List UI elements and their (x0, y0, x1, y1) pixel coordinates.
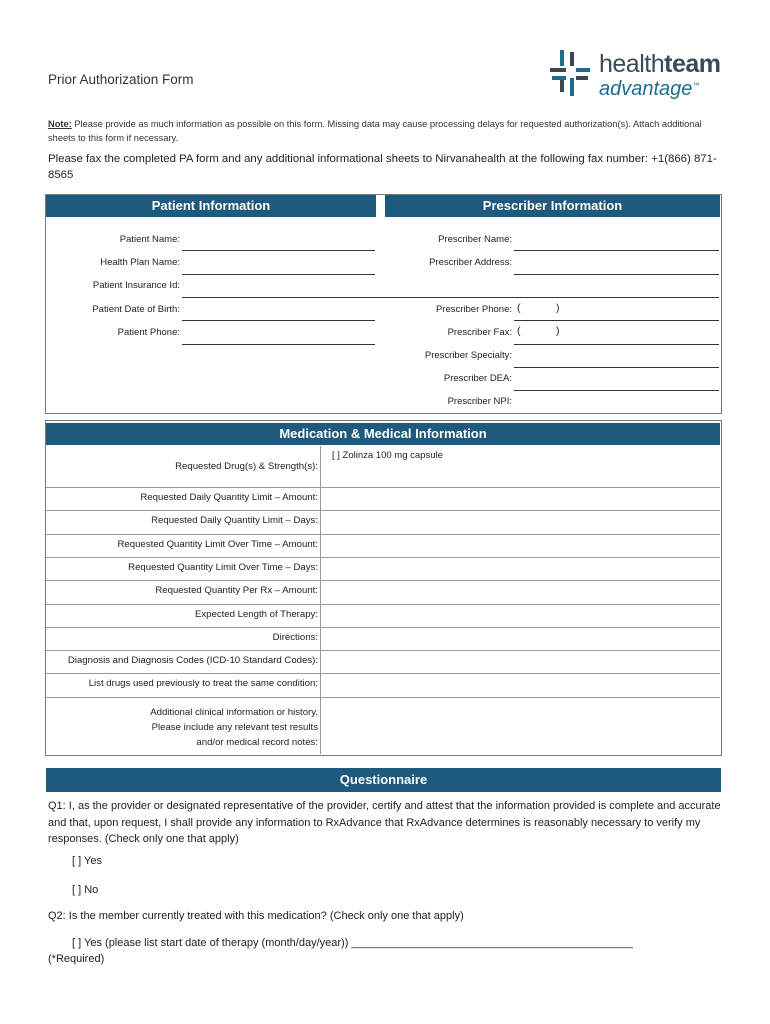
medication-column-divider (320, 446, 321, 754)
logo-cross-icon (550, 50, 594, 100)
question-1-yes-option[interactable]: [ ] Yes (72, 855, 102, 867)
quantity-over-time-days-field[interactable] (322, 558, 718, 579)
fax-instructions: Please fax the completed PA form and any additional informational sheets to Nirvanahealth at the following fax number: +1(866) 871-8565 (48, 153, 717, 181)
question-2-required-note: (*Required) (48, 953, 105, 965)
quantity-per-rx-amount-label: Requested Quantity Per Rx – Amount: (155, 585, 318, 597)
prescriber-specialty-field[interactable] (514, 367, 719, 368)
quantity-over-time-amount-label: Requested Quantity Limit Over Time – Amount: (117, 538, 318, 550)
note-text: Note: Please provide as much information as possible on this form. Missing data may cause processing delays for requested authorization(s). Attach additional sheets to this form if necessary. (48, 119, 702, 143)
question-1-no-option[interactable]: [ ] No (72, 884, 99, 896)
patient-name-field[interactable] (182, 250, 375, 251)
quantity-over-time-amount-field[interactable] (322, 535, 718, 556)
prescriber-phone-paren-close: ) (556, 302, 560, 314)
prescriber-phone-field[interactable] (514, 320, 719, 321)
daily-quantity-amount-label: Requested Daily Quantity Limit – Amount: (140, 492, 318, 503)
healthteam-advantage-logo (550, 48, 730, 104)
expected-length-of-therapy-label: Expected Length of Therapy: (194, 608, 318, 620)
medication-header: Medication & Medical Information (46, 423, 720, 445)
daily-quantity-days-field[interactable] (322, 511, 718, 532)
previous-drugs-field[interactable] (322, 674, 718, 695)
daily-quantity-days-label: Requested Daily Quantity Limit – Days: (151, 515, 318, 527)
prescriber-address-field[interactable] (514, 274, 719, 275)
clinical-info-field[interactable] (322, 698, 718, 752)
prescriber-fax-label: Prescriber Fax: (447, 327, 512, 338)
requested-drug-label: Requested Drug(s) & Strength(s): (175, 461, 318, 472)
patient-phone-label: Patient Phone: (117, 327, 180, 338)
patient-information-header: Patient Information (46, 195, 376, 217)
directions-field[interactable] (322, 628, 718, 649)
patient-insurance-id-label: Patient Insurance Id: (92, 280, 180, 291)
patient-dob-label: Patient Date of Birth: (92, 304, 180, 315)
prescriber-name-label: Prescriber Name: (438, 234, 512, 245)
logo-wordmark: healthteam (599, 50, 721, 78)
requested-drug-value[interactable]: [ ] Zolinza 100 mg capsule (332, 450, 443, 461)
previous-drugs-label: List drugs used previously to treat the same condition: (88, 678, 318, 690)
patient-phone-field[interactable] (182, 344, 375, 345)
patient-dob-field[interactable] (182, 320, 375, 321)
prescriber-fax-field[interactable] (514, 344, 719, 345)
logo-tagline: advantage™ (599, 78, 700, 100)
prescriber-phone-paren-open: ( (517, 302, 521, 314)
health-plan-name-field[interactable] (182, 274, 375, 275)
diagnosis-codes-label: Diagnosis and Diagnosis Codes (ICD-10 Standard Codes): (67, 655, 318, 667)
prescriber-dea-label: Prescriber DEA: (443, 373, 512, 384)
prescriber-information-header: Prescriber Information (385, 195, 720, 217)
expected-length-of-therapy-field[interactable] (322, 605, 718, 626)
quantity-over-time-days-label: Requested Quantity Limit Over Time – Days: (128, 561, 318, 573)
daily-quantity-amount-field[interactable] (322, 488, 718, 509)
prescriber-specialty-label: Prescriber Specialty: (424, 350, 512, 361)
health-plan-name-label: Health Plan Name: (100, 257, 180, 268)
directions-label: Directions: (272, 631, 318, 643)
prescriber-name-field[interactable] (514, 250, 719, 251)
prescriber-npi-label: Prescriber NPI: (447, 396, 512, 407)
prescriber-fax-paren-open: ( (517, 325, 521, 337)
diagnosis-codes-field[interactable] (322, 651, 718, 672)
prescriber-fax-paren-close: ) (556, 325, 560, 337)
patient-name-label: Patient Name: (119, 234, 180, 245)
question-2-yes-option[interactable]: [ ] Yes (please list start date of therapy (month/day/year)) ______________________________________________ (72, 937, 633, 949)
quantity-per-rx-amount-field[interactable] (322, 581, 718, 602)
clinical-info-label: Additional clinical information or history. Please include any relevant test results and/or medical record notes: (150, 707, 318, 748)
prescriber-phone-label: Prescriber Phone: (435, 304, 512, 315)
patient-insurance-id-field[interactable] (182, 297, 719, 298)
question-1-text: Q1: I, as the provider or designated representative of the provider, certify and attest that the information provided is complete and accurate and that, upon request, I shall provide any information to RxAdvance that RxAdvance determines is reasonably necessary to verify my responses. (Check only one that apply) (48, 800, 721, 845)
prescriber-address-label: Prescriber Address: (429, 257, 512, 268)
prescriber-dea-field[interactable] (514, 390, 719, 391)
question-2-text: Q2: Is the member currently treated with this medication? (Check only one that apply) (48, 910, 464, 922)
questionnaire-header: Questionnaire (46, 768, 721, 792)
form-title: Prior Authorization Form (48, 72, 194, 87)
